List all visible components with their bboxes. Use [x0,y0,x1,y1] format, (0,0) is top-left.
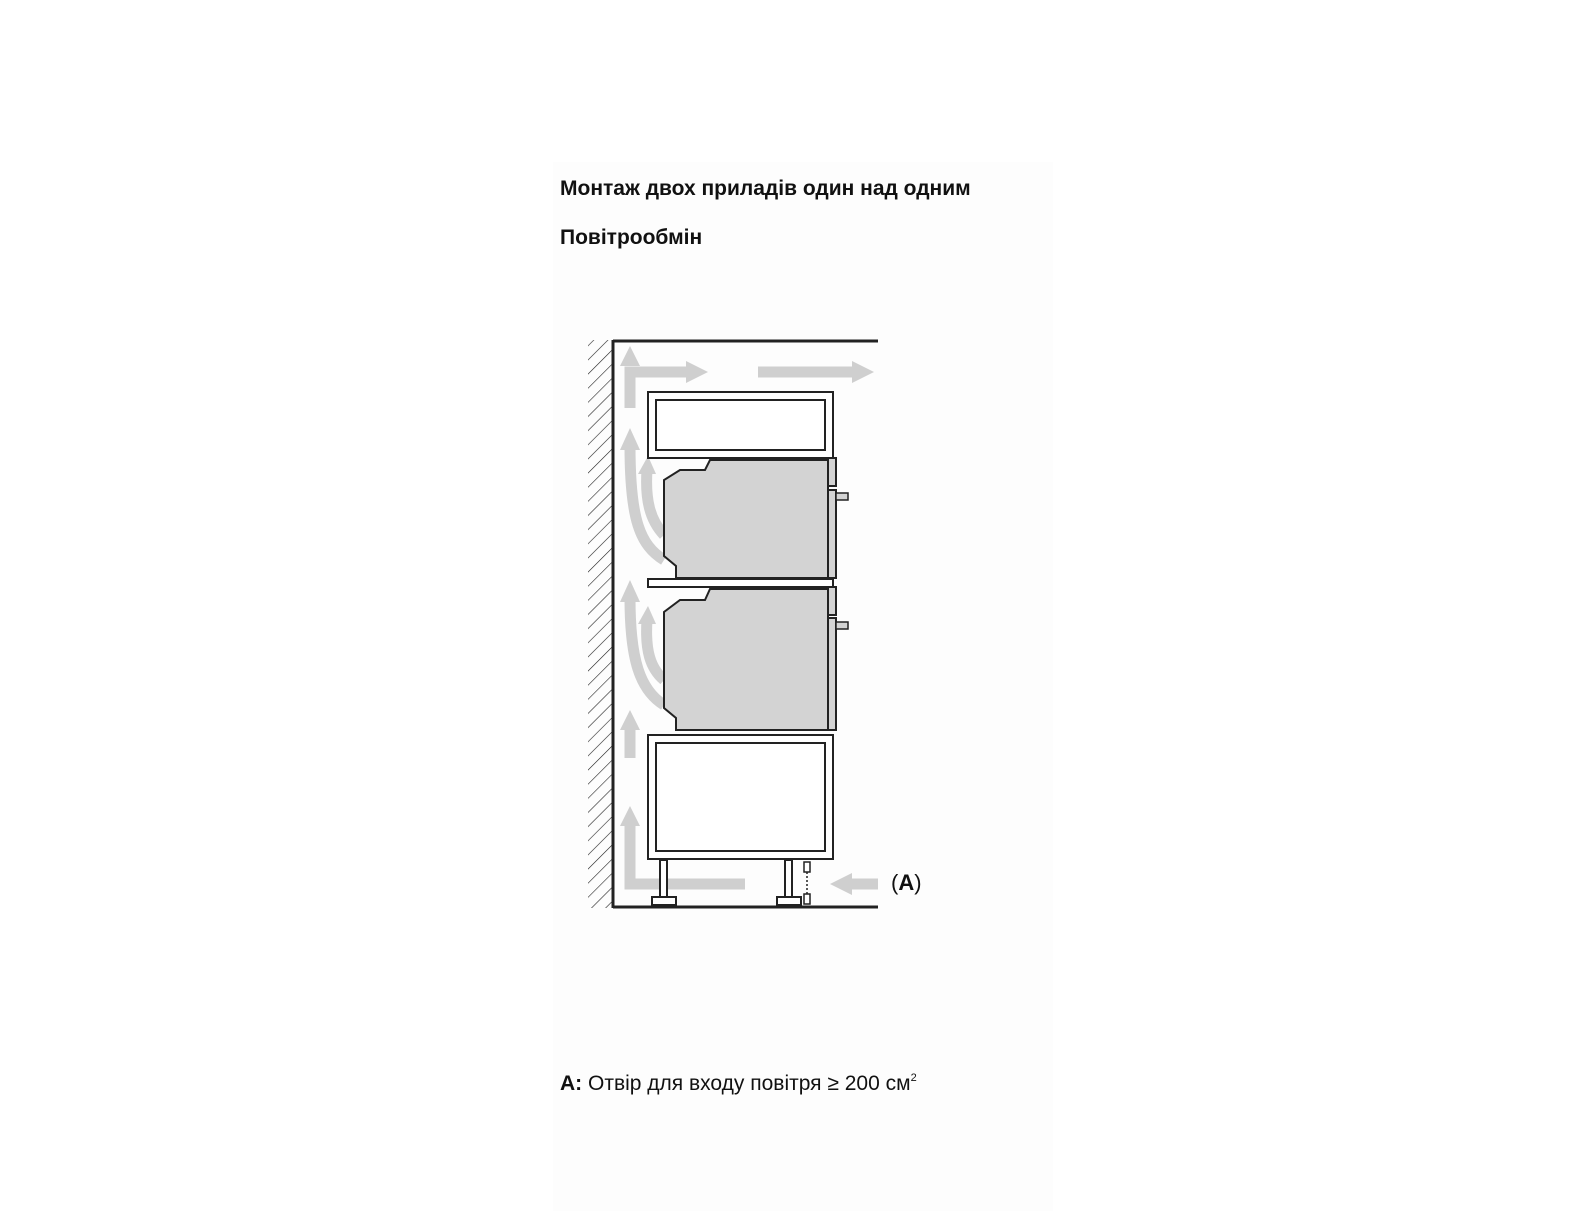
foot-right-base [777,897,801,905]
arrowhead-inlet-up [620,806,640,826]
base-cabinet [648,735,833,859]
arrowhead-exit-right [852,361,874,383]
opening-callout-letter: A [898,870,915,895]
legend-superscript: 2 [910,1072,917,1084]
upper-oven [664,458,848,578]
legend-entry-a [560,1072,917,1096]
plinth-indicator [804,862,810,904]
middle-shelf [648,579,833,587]
airflow-arrow-lower-inner [647,620,664,680]
arrowhead-base-up [620,710,640,730]
page-title: Монтаж двох приладів один над одним [560,177,971,200]
wall [588,340,613,908]
lower-oven-door-lower [828,618,836,730]
lower-oven [664,587,848,730]
legend-text: Отвір для входу повітря ≥ 200 см [588,1072,911,1095]
page-subtitle: Повітрообмін [560,226,703,249]
upper-oven-door [828,458,836,486]
lower-oven-door [828,587,836,615]
upper-oven-door-lower [828,490,836,578]
foot-left-base [652,897,676,905]
airflow-arrow-upper-inner [647,470,664,535]
legend-key: A: [560,1072,583,1095]
arrowhead-top-up [620,346,640,366]
foot-left [660,860,667,898]
arrowhead-lower-up [620,580,640,602]
upper-oven-handle [836,493,848,500]
opening-callout: (A) [891,870,922,895]
lower-oven-handle [836,622,848,629]
foot-right [785,860,792,898]
upper-cabinet [648,392,833,458]
arrowhead-top-right [686,361,708,383]
arrowhead-lower-inner-up [638,606,656,624]
arrowhead-upper-up [620,428,640,450]
arrowhead-opening-left [830,873,852,895]
